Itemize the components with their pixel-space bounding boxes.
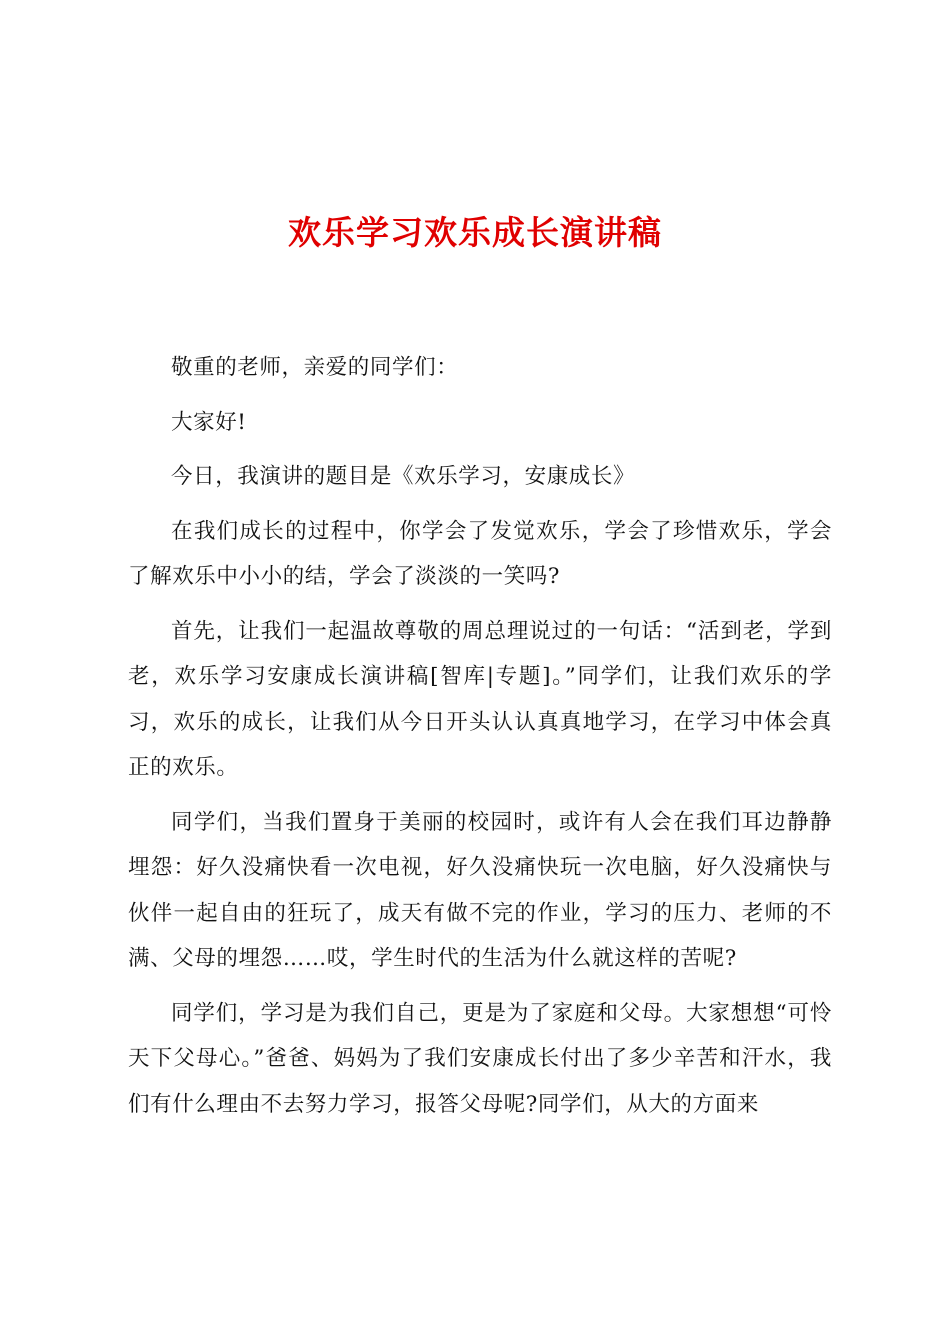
paragraph-body: 首先，让我们一起温故尊敬的周总理说过的一句话：“活到老，学到老，欢乐学习安康成长演讲稿[智库|专题]。”同学们，让我们欢乐的学习，欢乐的成长，让我们从今日开头认认真真地学习，在学习中体会真正的欢乐。: [128, 618, 832, 780]
paragraph-greeting: 敬重的老师，亲爱的同学们：: [171, 355, 459, 380]
document-title: 欢乐学习欢乐成长演讲稿: [288, 213, 662, 252]
paragraph-topic: 今日，我演讲的题目是《欢乐学习，安康成长》: [171, 464, 636, 489]
paragraph-body: 同学们，当我们置身于美丽的校园时，或许有人会在我们耳边静静埋怨：好久没痛快看一次电视，好久没痛快玩一次电脑，好久没痛快与伙伴一起自由的狂玩了，成天有做不完的作业，学习的压力、老师的不满、父母的埋怨……哎，学生时代的生活为什么就这样的苦呢?: [128, 809, 832, 971]
paragraph-hello: 大家好!: [171, 409, 247, 435]
paragraph-body: 同学们，学习是为我们自己，更是为了家庭和父母。大家想想“可怜天下父母心。”爸爸、妈妈为了我们安康成长付出了多少辛苦和汗水，我们有什么理由不去努力学习，报答父母呢?同学们，从大的方面来: [128, 1000, 832, 1117]
paragraph-body: 在我们成长的过程中，你学会了发觉欢乐，学会了珍惜欢乐，学会了解欢乐中小小的结，学会了淡淡的一笑吗?: [128, 518, 832, 589]
document-body: [128, 345, 832, 1136]
